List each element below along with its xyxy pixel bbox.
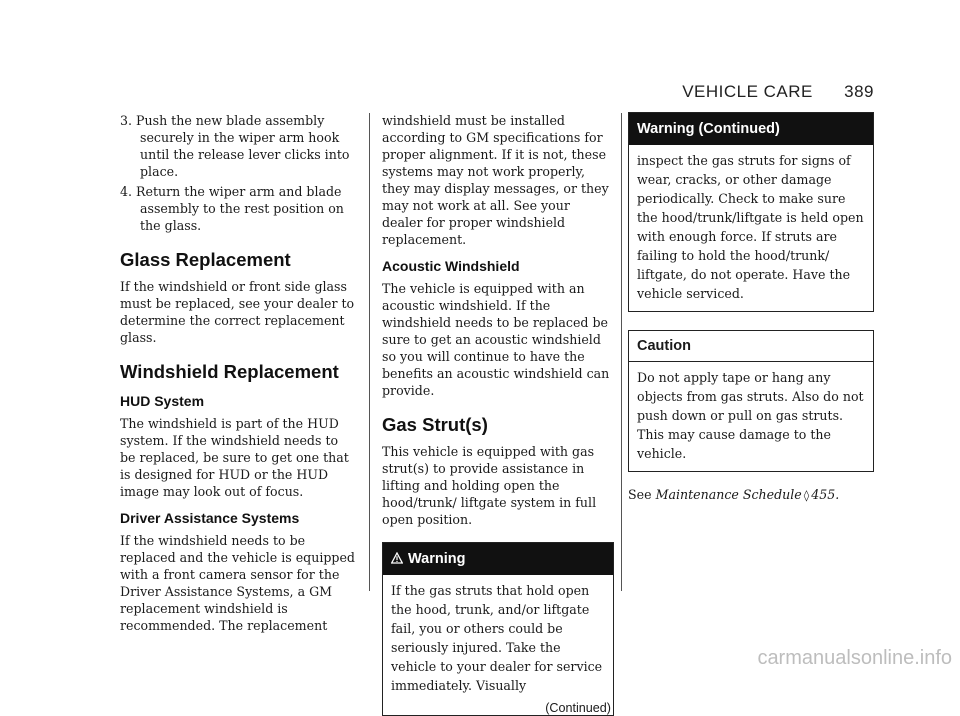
warning-box — [382, 542, 614, 716]
warning-continued-header: Warning (Continued) — [629, 113, 873, 145]
glass-replacement-heading: Glass Replacement — [120, 249, 291, 270]
windshield-continued-text: windshield must be installed according to GM specifications for proper alignment. If it is not, these systems may not work properly, they may display messages, or they may not work at all. See your dealer for proper windshield replacement. — [382, 113, 609, 247]
hud-system-text: The windshield is part of the HUD system. If the windshield needs to be replaced, be sure to get one that is designed for HUD or the HUD image may look out of focus. — [120, 416, 349, 499]
glass-replacement-text: If the windshield or front side glass must be replaced, see your dealer to determine the correct replacement glass. — [120, 279, 355, 345]
warning-continued-box — [628, 112, 874, 312]
warning-continued-text: inspect the gas struts for signs of wear, cracks, or other damage periodically. Check to make sure the hood/trunk/liftgate is held open with enough force. If struts are failing to hold the hood/trunk/ liftgate, do not operate. Have the vehicle serviced. — [637, 153, 864, 301]
step-3: 3. Push the new blade assembly securely in the wiper arm hook until the release lever clicks into place. — [120, 113, 350, 179]
warning-triangle-icon — [391, 552, 403, 564]
continued-label: (Continued) — [545, 701, 611, 715]
driver-assistance-heading: Driver Assistance Systems — [120, 510, 300, 526]
page-header — [682, 82, 874, 102]
see-prefix: See — [628, 487, 652, 502]
column-3 — [628, 112, 874, 512]
caution-box — [628, 330, 874, 472]
acoustic-windshield-heading: Acoustic Windshield — [382, 258, 520, 274]
maintenance-schedule-link[interactable]: Maintenance Schedule — [655, 487, 802, 502]
gas-struts-text: This vehicle is equipped with gas strut(s) to provide assistance in lifting and holding open the hood/trunk/ liftgate system in full open position. — [382, 444, 597, 527]
watermark: carmanualsonline.info — [757, 647, 952, 669]
see-reference — [628, 486, 874, 504]
gas-struts-heading: Gas Strut(s) — [382, 414, 488, 435]
warning-header — [383, 543, 613, 575]
page-number: 389 — [844, 82, 874, 101]
column-divider-2 — [621, 113, 622, 591]
hud-system-heading: HUD System — [120, 393, 205, 409]
warning-label: Warning — [408, 551, 466, 567]
acoustic-windshield-text: The vehicle is equipped with an acoustic windshield. If the windshield needs to be replaced be sure to get an acoustic windshield so you will continue to have the benefits an acoustic windshield can provide. — [382, 281, 610, 398]
section-title: VEHICLE CARE — [682, 82, 813, 101]
see-page-number[interactable]: 455. — [811, 487, 840, 502]
warning-text: If the gas struts that hold open the hood, trunk, and/or liftgate fail, you or others could be seriously injured. Take the vehicle to your dealer for service immediately. Visually — [391, 583, 603, 693]
caution-header: Caution — [629, 331, 873, 362]
column-2 — [382, 112, 614, 716]
windshield-replacement-heading: Windshield Replacement — [120, 361, 339, 382]
page-ref-arrow-icon: ◊ — [803, 489, 810, 502]
driver-assistance-text: If the windshield needs to be replaced and the vehicle is equipped with a front camera sensor for the Driver Assistance Systems, a GM replacement windshield is recommended. The replacement — [120, 533, 355, 633]
column-1 — [120, 112, 356, 642]
column-divider-1 — [369, 113, 370, 591]
caution-text: Do not apply tape or hang any objects from gas struts. Also do not push down or pull on gas struts. This may cause damage to the vehicle. — [637, 370, 864, 461]
step-4: 4. Return the wiper arm and blade assembly to the rest position on the glass. — [120, 184, 344, 233]
